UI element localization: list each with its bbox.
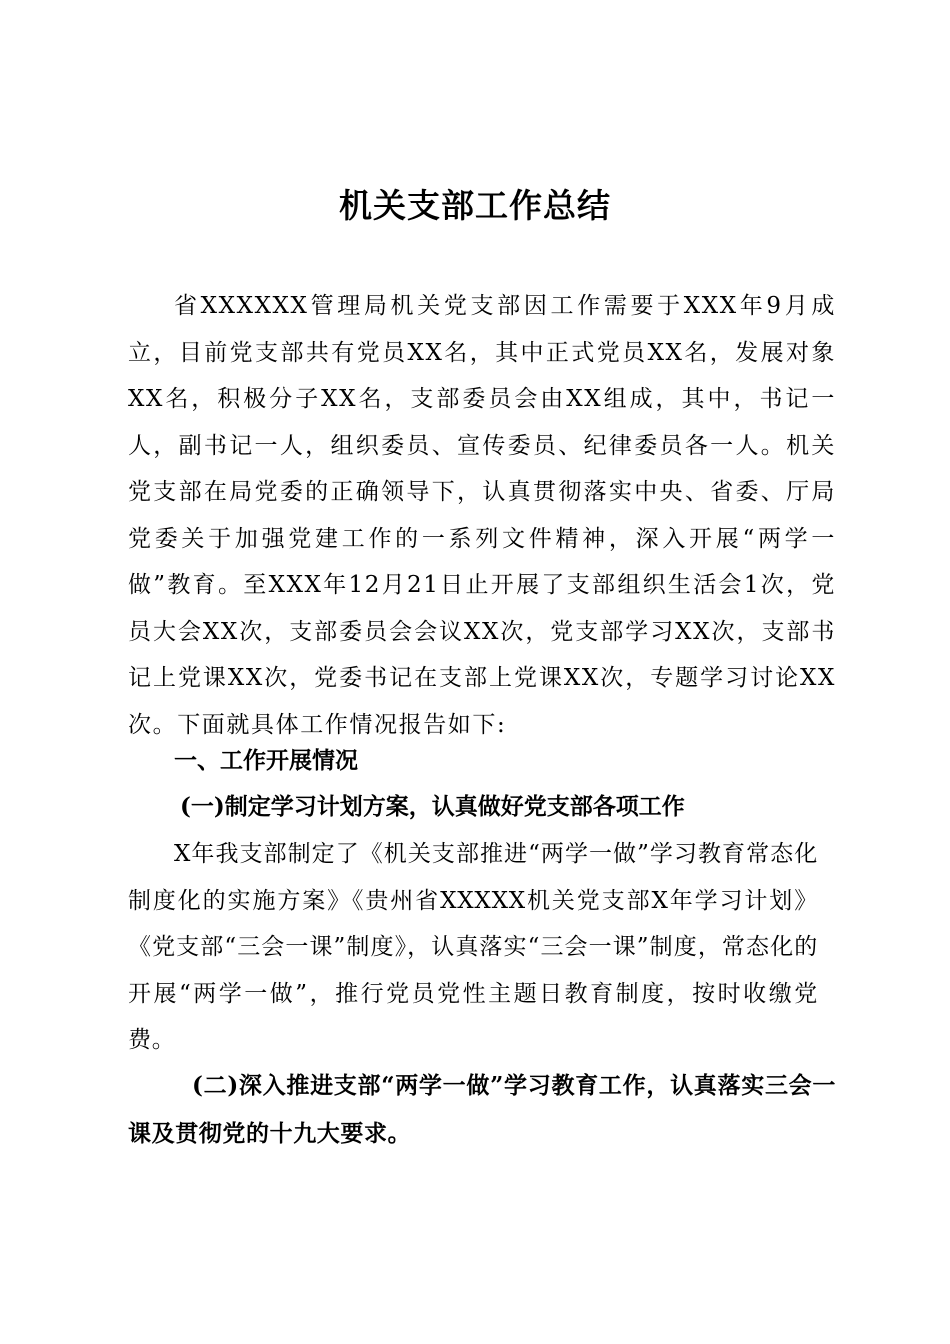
subsection-heading-study-plan: (一)制定学习计划方案，认真做好党支部各项工作 <box>180 793 685 820</box>
subsection-heading-two-studies: (二)深入推进支部“两学一做”学习教育工作，认真落实三会一课及贯彻党的十九大要求。 <box>128 1072 836 1147</box>
document-title: 机关支部工作总结 <box>339 186 611 225</box>
study-plan-paragraph: X年我支部制定了《机关支部推进“两学一做”学习教育常态化制度化的实施方案》《贵州省XXXXX机关党支部X年学习计划》《党支部“三会一课”制度》，认真落实“三会一课”制度，常态化的开展“两学一做”，推行党员党性主题日教育制度，按时收缴党费。 <box>128 841 818 1053</box>
intro-paragraph: 省XXXXXX管理局机关党支部因工作需要于XXX年9月成立，目前党支部共有党员XX名，其中正式党员XX名，发展对象XX名，积极分子XX名，支部委员会由XX组成，其中，书记一人，副书记一人，组织委员、宣传委员、纪律委员各一人。机关党支部在局党委的正确领导下，认真贯彻落实中央、省委、厅局党委关于加强党建工作的一系列文件精神，深入开展“两学一做”教育。至XXX年12月21日止开展了支部组织生活会1次，党员大会XX次，支部委员会会议XX次，党支部学习XX次，支部书记上党课XX次，党委书记在支部上党课XX次，专题学习讨论XX次。下面就具体工作情况报告如下: <box>128 293 836 738</box>
section-heading-work-progress: 一、工作开展情况 <box>174 747 358 774</box>
